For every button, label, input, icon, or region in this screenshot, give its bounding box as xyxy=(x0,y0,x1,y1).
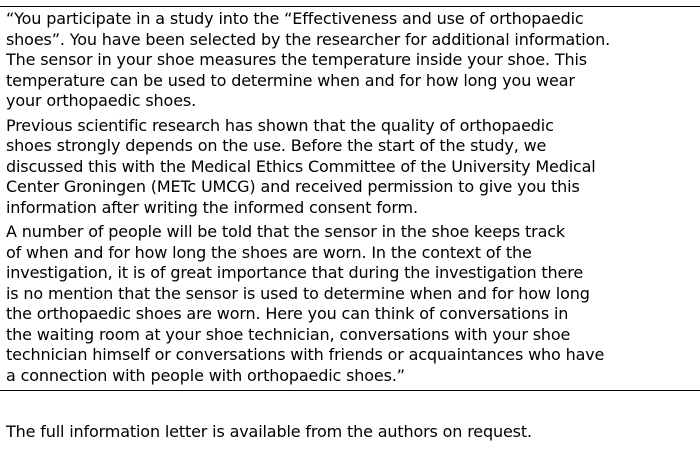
information-letter-box xyxy=(0,6,700,391)
letter-paragraph-1: “You participate in a study into the “Effectiveness and use of orthopaedic shoes”. You have been selected by the researcher for additional information. The sensor in your shoe measures the temperature inside your shoe. This temperature can be used to determine when and for how long you wear your orthopaedic shoes. xyxy=(6,9,611,110)
letter-paragraph-2: Previous scientific research has shown that the quality of orthopaedic shoes strongly depends on the use. Before the start of the study, we discussed this with the Medical Ethics Committee of the University Medical Center Groningen (METc UMCG) and received permission to give you this information after writing the informed consent form. xyxy=(6,115,596,217)
footnote: The full information letter is available from the authors on request. xyxy=(6,422,532,441)
letter-paragraph-3: A number of people will be told that the sensor in the shoe keeps track of when and for how long the shoes are worn. In the context of the investigation, it is of great importance that during the investigation there is no mention that the sensor is used to determine when and for how long the orthopaedic shoes are worn. Here you can think of conversations in the waiting room at your shoe technician, conversations with your shoe technician himself or conversations with friends or acquaintances who have a connection with people with orthopaedic shoes.” xyxy=(6,222,605,385)
